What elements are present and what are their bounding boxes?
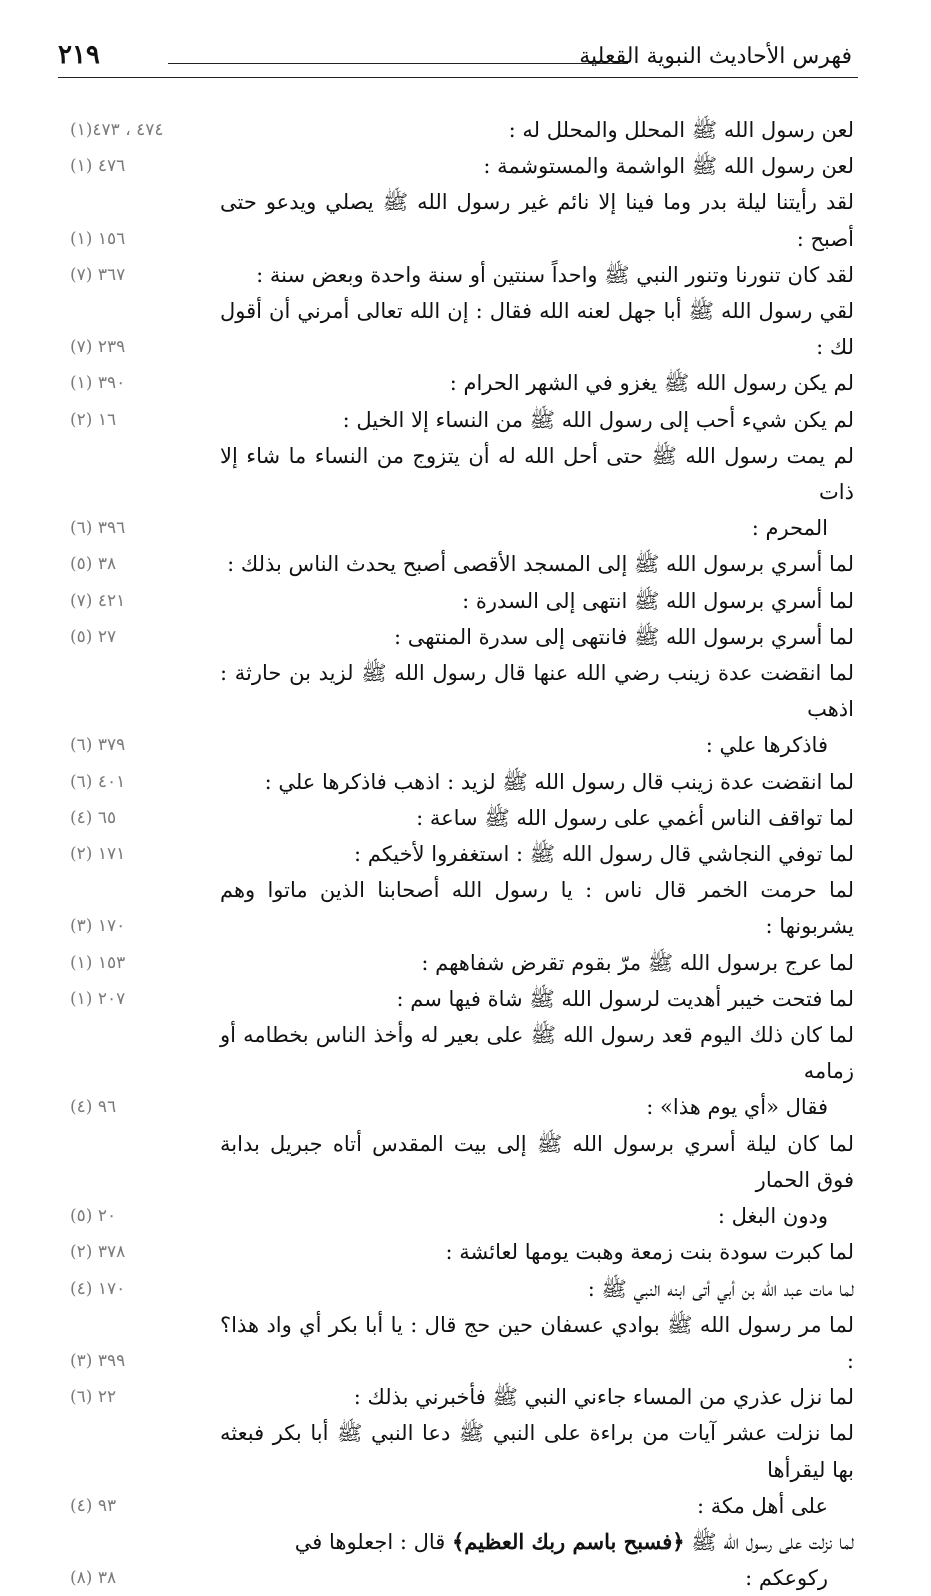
hadith-reference: ٦٥ (٤)	[70, 807, 117, 828]
list-item	[70, 184, 854, 256]
list-item	[70, 1126, 854, 1235]
hadith-reference: ٣٩٦ (٦)	[70, 518, 126, 539]
list-item	[70, 365, 854, 401]
list-item	[70, 872, 854, 944]
hadith-text-continuation: ودون البغل :	[717, 1204, 828, 1229]
hadith-text: لما انقضت عدة زينب رضي الله عنها قال رسول الله ﷺ لزيد بن حارثة : اذهب	[220, 661, 854, 722]
hadith-reference: ٩٦ (٤)	[70, 1097, 117, 1118]
hadith-reference: ١٦ (٢)	[70, 409, 117, 430]
hadith-reference: ٢٠ (٥)	[70, 1206, 117, 1227]
list-item	[70, 402, 854, 438]
hadith-text: لعن رسول الله ﷺ الواشمة والمستوشمة :	[483, 154, 854, 179]
quran-verse: ﴿فسبح باسم ربك العظيم﴾	[452, 1528, 685, 1554]
running-title: فهرس الأحاديث النبوية القعلية	[579, 44, 852, 69]
list-item	[70, 1415, 854, 1524]
hadith-text: لما مات عبد الله بن أبي أتى ابنه النبي ﷺ :	[587, 1276, 854, 1301]
hadith-text-continuation: ركوعكم :	[745, 1566, 828, 1591]
list-item	[70, 546, 854, 582]
list-item	[70, 112, 854, 148]
hadith-text: لما حرمت الخمر قال ناس : يا رسول الله أصحابنا الذين ماتوا وهم يشربونها :	[220, 878, 854, 939]
list-item	[70, 836, 854, 872]
list-item	[70, 800, 854, 836]
hadith-reference: ٣٨ (٨)	[70, 1568, 117, 1589]
list-item	[70, 1271, 854, 1307]
hadith-reference: ٣٧٩ (٦)	[70, 735, 126, 756]
hadith-text: لما توفي النجاشي قال رسول الله ﷺ : استغفروا لأخيكم :	[353, 842, 854, 867]
hadith-reference: ٣٩٩ (٣)	[70, 1350, 126, 1371]
list-item	[70, 619, 854, 655]
list-item	[70, 583, 854, 619]
hadith-text: لقي رسول الله ﷺ أبا جهل لعنه الله فقال : إن الله تعالى أمرني أن أقول لك :	[220, 299, 854, 360]
hadith-reference: ٩٣ (٤)	[70, 1495, 117, 1516]
list-item	[70, 1017, 854, 1126]
hadith-text: لقد رأيتنا ليلة بدر وما فينا إلا نائم غير رسول الله ﷺ يصلي ويدعو حتى أصبح :	[220, 190, 854, 251]
hadith-text: لما عرج برسول الله ﷺ مرّ بقوم تقرض شفاههم :	[421, 950, 854, 975]
hadith-reference: ٣٧٨ (٢)	[70, 1242, 126, 1263]
hadith-text-continuation: على أهل مكة :	[696, 1493, 828, 1518]
header-underline	[58, 77, 858, 78]
hadith-text: لما نزل عذري من المساء جاءني النبي ﷺ فأخبرني بذلك :	[353, 1385, 854, 1410]
hadith-text: لما تواقف الناس أغمي على رسول الله ﷺ ساعة :	[416, 805, 854, 830]
hadith-text: لما كبرت سودة بنت زمعة وهبت يومها لعائشة :	[445, 1240, 854, 1265]
hadith-reference: ٤٢١ (٧)	[70, 590, 126, 611]
list-item	[70, 764, 854, 800]
hadith-text: لقد كان تنورنا وتنور النبي ﷺ واحداً سنتين أو سنة واحدة وبعض سنة :	[256, 262, 854, 287]
hadith-text: لعن رسول الله ﷺ المحلل والمحلل له :	[508, 118, 854, 142]
hadith-text: لما كان ذلك اليوم قعد رسول الله ﷺ على بعير له وأخذ الناس بخطامه أو زمامه	[220, 1023, 854, 1084]
page-number: ٢١٩	[58, 40, 100, 70]
hadith-text-after-verse: قال : اجعلوها في	[294, 1529, 452, 1554]
hadith-text-continuation: المحرم :	[751, 516, 828, 541]
hadith-reference: ٣٨ (٥)	[70, 554, 117, 575]
hadith-text: لم يمت رسول الله ﷺ حتى أحل الله له أن يتزوج من النساء ما شاء إلا ذات	[220, 443, 854, 505]
hadith-reference: ٤٧٤ ، ٤٧٣(١)	[70, 120, 164, 140]
hadith-text: لما فتحت خيبر أهديت لرسول الله ﷺ شاة فيها سم :	[396, 986, 854, 1011]
list-item	[70, 1379, 854, 1415]
hadith-reference: ١٥٣ (١)	[70, 952, 126, 973]
hadith-text: لما أسري برسول الله ﷺ إلى المسجد الأقصى أصبح يحدث الناس بذلك :	[227, 552, 854, 577]
hadith-reference: ١٧٠ (٣)	[70, 916, 126, 937]
hadith-reference: ٤٠١ (٦)	[70, 771, 126, 792]
hadith-reference: ١٥٦ (١)	[70, 228, 126, 249]
hadith-index-list	[70, 112, 854, 1596]
hadith-text: لم يكن شيء أحب إلى رسول الله ﷺ من النساء إلا الخيل :	[342, 407, 854, 432]
hadith-reference: ٢٠٧ (١)	[70, 988, 126, 1009]
hadith-text: لما انقضت عدة زينب قال رسول الله ﷺ لزيد : اذهب فاذكرها علي :	[264, 769, 854, 794]
list-item	[70, 655, 854, 764]
hadith-text: لما أسري برسول الله ﷺ فانتهى إلى سدرة المنتهى :	[393, 624, 854, 649]
list-item	[70, 293, 854, 365]
list-item	[70, 1524, 854, 1596]
hadith-text: لم يكن رسول الله ﷺ يغزو في الشهر الحرام :	[449, 371, 854, 396]
hadith-reference: ١٧٠ (٤)	[70, 1278, 126, 1299]
header-rule	[168, 63, 628, 64]
hadith-text	[70, 1524, 854, 1560]
list-item	[70, 1234, 854, 1270]
list-item	[70, 438, 854, 547]
list-item	[70, 257, 854, 293]
hadith-reference: ٢٢ (٦)	[70, 1387, 117, 1408]
list-item	[70, 1307, 854, 1379]
page-header	[58, 40, 858, 80]
hadith-text: لما نزلت عشر آيات من براءة على النبي ﷺ دعا النبي ﷺ أبا بكر فبعثه بها ليقرأها	[220, 1421, 854, 1482]
hadith-text: لما مر رسول الله ﷺ بوادي عسفان حين حج قال : يا أبا بكر أي واد هذا؟ :	[220, 1312, 854, 1373]
list-item	[70, 148, 854, 184]
hadith-text: لما كان ليلة أسري برسول الله ﷺ إلى بيت المقدس أتاه جبريل بدابة فوق الحمار	[220, 1131, 854, 1192]
hadith-text-continuation: فقال «أي يوم هذا» :	[646, 1095, 828, 1120]
hadith-reference: ٢٣٩ (٧)	[70, 337, 126, 358]
hadith-reference: ٣٩٠ (١)	[70, 373, 126, 394]
hadith-reference: ٤٧٦ (١)	[70, 156, 126, 177]
hadith-reference: ٣٦٧ (٧)	[70, 264, 126, 285]
list-item	[70, 981, 854, 1017]
hadith-text: لما أسري برسول الله ﷺ انتهى إلى السدرة :	[462, 588, 854, 613]
hadith-text-before-verse: لما نزلت على رسول الله ﷺ	[684, 1529, 854, 1554]
hadith-text-continuation: فاذكرها علي :	[705, 733, 828, 758]
hadith-reference: ٢٧ (٥)	[70, 626, 117, 647]
list-item	[70, 945, 854, 981]
hadith-reference: ١٧١ (٢)	[70, 844, 126, 865]
